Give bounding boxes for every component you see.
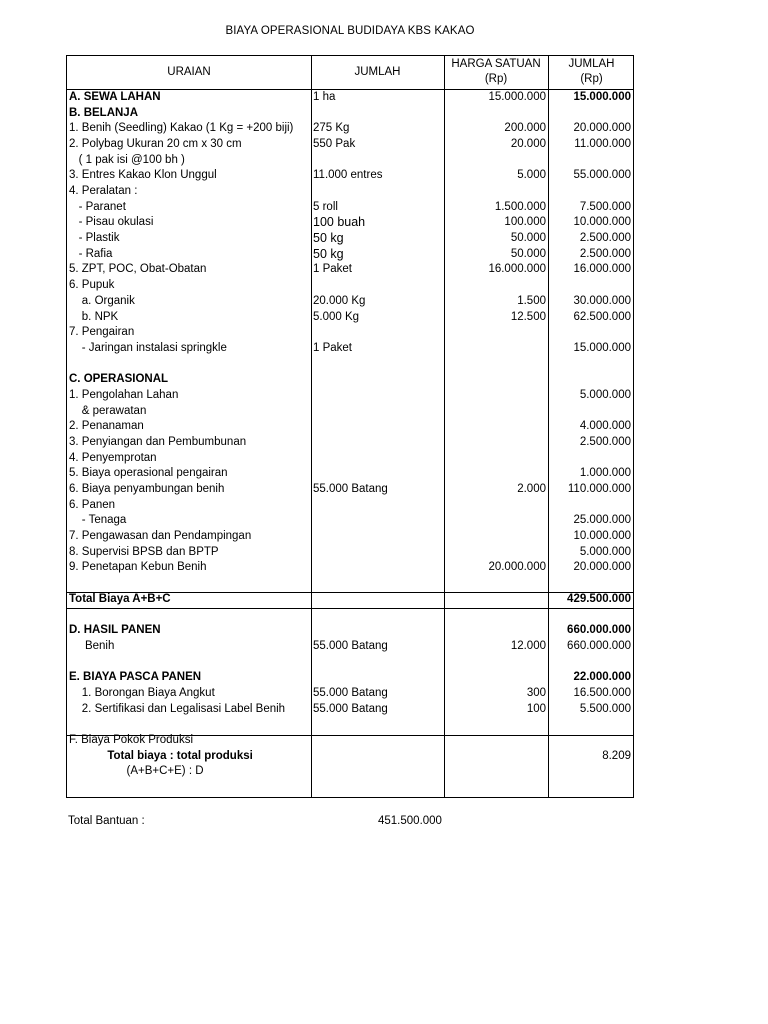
row-label: - Paranet bbox=[69, 200, 126, 213]
row-total: 5.000.000 bbox=[579, 545, 631, 558]
row-label: 3. Penyiangan dan Pembumbunan bbox=[69, 435, 247, 448]
header-harga-unit: (Rp) bbox=[484, 73, 508, 85]
row-label: 2. Sertifikasi dan Legalisasi Label Benih bbox=[69, 702, 286, 715]
row-total: 30.000.000 bbox=[573, 294, 631, 307]
row-label: Benih bbox=[69, 639, 115, 652]
row-quantity: 11.000 entres bbox=[313, 169, 383, 182]
row-quantity: 100 buah bbox=[313, 215, 366, 230]
row-unit-price: 2.000 bbox=[517, 483, 546, 495]
row-label: 7. Pengawasan dan Pendampingan bbox=[69, 530, 252, 543]
header-uraian: URAIAN bbox=[167, 66, 211, 78]
header-harga-satuan: HARGA SATUAN bbox=[451, 58, 541, 70]
row-label: - Tenaga bbox=[69, 514, 127, 527]
total-bantuan-label: Total Bantuan : bbox=[68, 815, 145, 827]
row-label: A. SEWA LAHAN bbox=[69, 91, 161, 103]
row-label: 2. Penanaman bbox=[69, 420, 144, 433]
row-label: & perawatan bbox=[69, 404, 147, 417]
row-total: 62.500.000 bbox=[573, 310, 631, 323]
row-label: 1. Benih (Seedling) Kakao (1 Kg = +200 biji) bbox=[69, 122, 294, 135]
row-label: 4. Peralatan : bbox=[69, 185, 138, 198]
row-label: 4. Penyemprotan bbox=[69, 451, 157, 464]
row-total: 5.000.000 bbox=[579, 388, 631, 401]
row-label: B. BELANJA bbox=[69, 106, 139, 119]
row-label: - Jaringan instalasi springkle bbox=[69, 341, 227, 354]
column-divider bbox=[311, 56, 312, 797]
row-unit-price: 15.000.000 bbox=[488, 91, 546, 103]
row-label: C. OPERASIONAL bbox=[69, 373, 169, 386]
row-quantity: 1 ha bbox=[313, 91, 336, 103]
page-title: BIAYA OPERASIONAL BUDIDAYA KBS KAKAO bbox=[225, 25, 475, 37]
row-quantity: 550 Pak bbox=[313, 138, 356, 151]
row-label: 2. Polybag Ukuran 20 cm x 30 cm bbox=[69, 138, 242, 151]
row-unit-price: 16.000.000 bbox=[488, 263, 546, 276]
row-unit-price: 1.500 bbox=[517, 294, 546, 307]
row-label: 6. Panen bbox=[69, 498, 116, 511]
row-total: 10.000.000 bbox=[573, 216, 631, 229]
column-divider bbox=[548, 56, 549, 797]
row-total: 660.000.000 bbox=[567, 624, 631, 637]
row-total: 25.000.000 bbox=[573, 514, 631, 527]
row-quantity: 20.000 Kg bbox=[313, 294, 366, 307]
row-total: 1.000.000 bbox=[579, 467, 631, 480]
row-total: 20.000.000 bbox=[573, 122, 631, 135]
header-total: JUMLAH bbox=[568, 58, 615, 70]
row-total: 7.500.000 bbox=[579, 200, 631, 213]
row-total: 2.500.000 bbox=[579, 247, 631, 260]
row-label: 6. Biaya penyambungan benih bbox=[69, 483, 225, 495]
row-total: 11.000.000 bbox=[574, 138, 631, 151]
row-label: 5. Biaya operasional pengairan bbox=[69, 467, 228, 480]
row-label: 6. Pupuk bbox=[69, 279, 115, 292]
row-total: 5.500.000 bbox=[579, 702, 631, 715]
row-total: 660.000.000 bbox=[567, 639, 631, 652]
row-unit-price: 300 bbox=[526, 686, 546, 699]
row-unit-price: 100 bbox=[526, 702, 546, 715]
row-label: - Plastik bbox=[69, 232, 120, 245]
row-unit-price: 12.500 bbox=[510, 310, 546, 323]
row-label: Total biaya : total produksi bbox=[69, 749, 253, 762]
row-label: 5. ZPT, POC, Obat-Obatan bbox=[69, 263, 207, 276]
row-label: b. NPK bbox=[69, 310, 119, 323]
row-unit-price: 50.000 bbox=[510, 232, 546, 245]
row-quantity: 1 Paket bbox=[313, 263, 352, 276]
row-label: D. HASIL PANEN bbox=[69, 624, 161, 637]
row-quantity: 55.000 Batang bbox=[313, 686, 388, 699]
cost-table bbox=[66, 55, 634, 798]
row-total: 20.000.000 bbox=[573, 561, 631, 574]
row-total: 4.000.000 bbox=[579, 420, 631, 433]
row-unit-price: 1.500.000 bbox=[494, 200, 546, 213]
row-label: 1. Borongan Biaya Angkut bbox=[69, 686, 215, 699]
row-label: 3. Entres Kakao Klon Unggul bbox=[69, 169, 217, 182]
row-quantity: 5.000 Kg bbox=[313, 310, 360, 323]
row-total: 2.500.000 bbox=[579, 232, 631, 245]
row-label: (A+B+C+E) : D bbox=[69, 765, 204, 778]
row-quantity: 5 roll bbox=[313, 200, 338, 213]
row-label: 8. Supervisi BPSB dan BPTP bbox=[69, 545, 219, 558]
row-quantity: 50 kg bbox=[313, 231, 344, 246]
row-total: 8.209 bbox=[602, 749, 631, 762]
row-quantity: 1 Paket bbox=[313, 341, 352, 354]
row-unit-price: 200.000 bbox=[504, 122, 546, 135]
row-unit-price: 12.000 bbox=[510, 639, 546, 652]
row-label: a. Organik bbox=[69, 294, 135, 307]
row-label: 9. Penetapan Kebun Benih bbox=[69, 561, 207, 574]
row-quantity: 55.000 Batang bbox=[313, 702, 388, 715]
row-quantity: 55.000 Batang bbox=[313, 639, 388, 652]
row-total: 15.000.000 bbox=[573, 91, 631, 103]
row-total: 2.500.000 bbox=[579, 435, 631, 448]
row-label: - Pisau okulasi bbox=[69, 216, 154, 229]
row-label: - Rafia bbox=[69, 247, 113, 260]
row-total: 110.000.000 bbox=[567, 483, 631, 495]
row-total: 429.500.000 bbox=[567, 592, 631, 605]
row-divider bbox=[67, 608, 633, 609]
row-total: 16.000.000 bbox=[573, 263, 631, 276]
row-unit-price: 100.000 bbox=[504, 216, 546, 229]
total-bantuan-value: 451.500.000 bbox=[378, 815, 442, 827]
row-total: 22.000.000 bbox=[573, 671, 631, 684]
row-label: Total Biaya A+B+C bbox=[69, 592, 171, 605]
row-unit-price: 50.000 bbox=[510, 247, 546, 260]
row-label: 7. Pengairan bbox=[69, 326, 135, 339]
row-quantity: 275 Kg bbox=[313, 122, 350, 135]
row-label: 1. Pengolahan Lahan bbox=[69, 388, 179, 401]
row-total: 15.000.000 bbox=[573, 341, 631, 354]
header-total-unit: (Rp) bbox=[580, 73, 603, 85]
row-total: 10.000.000 bbox=[573, 530, 631, 543]
row-unit-price: 5.000 bbox=[517, 169, 546, 182]
row-total: 16.500.000 bbox=[573, 686, 631, 699]
row-label: F. Biaya Pokok Produksi bbox=[69, 733, 194, 746]
row-label: E. BIAYA PASCA PANEN bbox=[69, 671, 202, 684]
row-unit-price: 20.000.000 bbox=[488, 561, 546, 574]
row-total: 55.000.000 bbox=[573, 169, 631, 182]
row-quantity: 55.000 Batang bbox=[313, 483, 388, 495]
column-divider bbox=[444, 56, 445, 797]
row-label: ( 1 pak isi @100 bh ) bbox=[69, 153, 185, 166]
header-jumlah: JUMLAH bbox=[354, 66, 401, 78]
row-unit-price: 20.000 bbox=[510, 138, 546, 151]
row-quantity: 50 kg bbox=[313, 246, 344, 261]
